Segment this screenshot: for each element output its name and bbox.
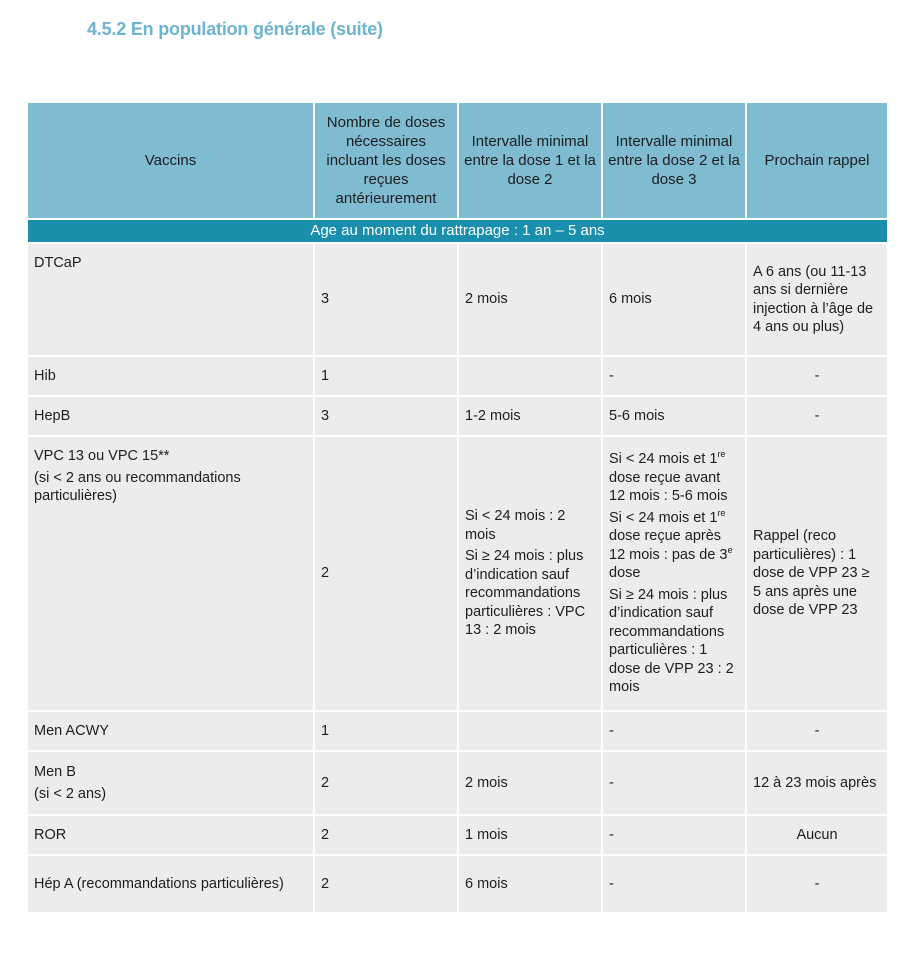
interval-text: Si ≥ 24 mois : plus d’indication sauf recommandations particulières : VPC 13 : 2 mois [465,548,586,639]
header-rappel: Prochain rappel [746,102,888,219]
rappel-cell: A 6 ans (ou 11-13 ans si dernière injection à l’âge de 4 ans ou plus) [746,243,888,356]
interval-1-2-cell: 2 mois [458,243,602,356]
interval-2-3-cell: - [602,855,746,913]
vaccine-name: DTCaP [27,243,314,356]
age-band-label: Age au moment du rattrapage : 1 an – 5 ans [27,219,888,243]
interval-text: Si < 24 mois et 1re dose reçue après 12 mois : pas de 3e dose [609,507,733,582]
rappel-cell: Rappel (reco particulières) : 1 dose de VPP 23 ≥ 5 ans après une dose de VPP 23 [746,436,888,711]
vaccine-note: (si < 2 ans) [34,785,107,802]
table-row [27,243,888,356]
interval-1-2-cell: 1 mois [458,815,602,855]
interval-2-3-cell: - [602,815,746,855]
interval-text: Si ≥ 24 mois : plus d’indication sauf recommandations particulières : 1 dose de VPP 23 : 2 mois [609,586,734,696]
table-row [27,436,888,711]
interval-1-2-cell [458,436,602,711]
vaccine-name: Hép A (recommandations particulières) [27,855,314,913]
interval-1-2-cell [458,356,602,396]
interval-text: Si < 24 mois : 2 mois [465,508,566,543]
interval-1-2-cell: 2 mois [458,751,602,815]
interval-2-3-cell: 6 mois [602,243,746,356]
interval-1-2-cell: 1-2 mois [458,396,602,436]
table-row [27,751,888,815]
table-row [27,356,888,396]
doses-cell: 1 [314,356,458,396]
header-doses: Nombre de doses nécessaires incluant les doses reçues antérieurement [314,102,458,219]
vaccine-name-cell [27,436,314,711]
rappel-cell: - [746,356,888,396]
doses-cell: 2 [314,751,458,815]
table-row [27,815,888,855]
doses-cell: 2 [314,436,458,711]
rappel-cell: - [746,855,888,913]
doses-cell: 2 [314,855,458,913]
vaccine-name: Men ACWY [27,711,314,751]
vaccine-note: (si < 2 ans ou recommandations particulières) [34,469,241,504]
table-row [27,711,888,751]
age-band-row [27,219,888,243]
vaccine-name-cell [27,751,314,815]
interval-2-3-cell: - [602,356,746,396]
table-row [27,396,888,436]
header-interval-2-3: Intervalle minimal entre la dose 2 et la dose 3 [602,102,746,219]
table-row [27,855,888,913]
catch-up-vaccination-table [26,101,889,914]
interval-2-3-cell [602,436,746,711]
header-vaccins: Vaccins [27,102,314,219]
rappel-cell: Aucun [746,815,888,855]
header-interval-1-2: Intervalle minimal entre la dose 1 et la dose 2 [458,102,602,219]
interval-1-2-cell: 6 mois [458,855,602,913]
vaccine-name: Hib [27,356,314,396]
interval-2-3-cell: - [602,711,746,751]
rappel-cell: - [746,396,888,436]
rappel-cell: - [746,711,888,751]
vaccine-name: VPC 13 ou VPC 15** [34,448,170,464]
interval-2-3-cell: 5-6 mois [602,396,746,436]
interval-2-3-cell: - [602,751,746,815]
vaccine-name: Men B [34,764,76,780]
table-header-row [27,102,888,219]
vaccine-name: HepB [27,396,314,436]
vaccine-name: ROR [27,815,314,855]
interval-text: Si < 24 mois et 1re dose reçue avant 12 mois : 5-6 mois [609,449,728,505]
doses-cell: 3 [314,243,458,356]
doses-cell: 1 [314,711,458,751]
interval-1-2-cell [458,711,602,751]
section-title: 4.5.2 En population générale (suite) [87,19,383,39]
doses-cell: 2 [314,815,458,855]
doses-cell: 3 [314,396,458,436]
rappel-cell: 12 à 23 mois après [746,751,888,815]
